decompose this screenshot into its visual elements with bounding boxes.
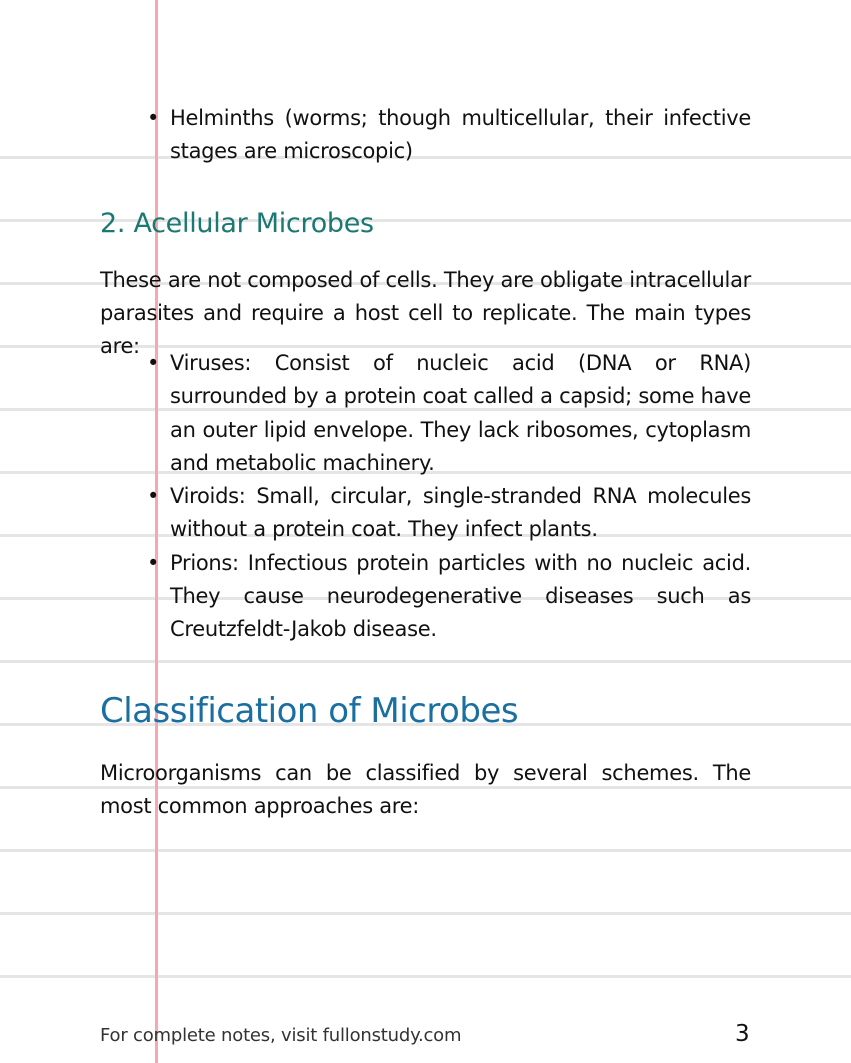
page-number: 3 — [735, 1021, 750, 1047]
rule-line — [0, 849, 851, 852]
section-heading-classification: Classification of Microbes — [100, 691, 519, 731]
continued-bullet-list — [100, 102, 751, 169]
rule-line — [0, 660, 851, 663]
list-item — [100, 102, 751, 169]
bullet-icon: • — [147, 351, 160, 375]
list-item-text: Helminths (worms; though multicellular, their infective stages are microscopic) — [170, 106, 751, 164]
list-item — [100, 547, 751, 647]
bullet-icon: • — [147, 484, 160, 509]
footer-link-text: For complete notes, visit fullonstudy.com — [100, 1025, 462, 1046]
rule-line — [0, 975, 851, 978]
list-item — [100, 480, 751, 547]
bullet-icon: • — [147, 550, 160, 575]
acellular-types-list — [100, 347, 751, 647]
paragraph-acellular-intro: These are not composed of cells. They are obligate intracellular parasites and require a host cell to replicate. The main types are: — [100, 268, 751, 358]
rule-line — [0, 912, 851, 915]
paragraph-classification-intro: Microorganisms can be classified by several schemes. The most common approaches are: — [100, 761, 751, 818]
bullet-icon: • — [147, 106, 160, 130]
list-item-text: Viruses: Consist of nucleic acid (DNA or RNA) surrounded by a protein coat called a capsid; some have an outer lipid envelope. They lack ribosomes, cytoplasm and metabolic machinery. — [170, 351, 751, 475]
list-item — [100, 347, 751, 480]
section-heading-acellular: 2. Acellular Microbes — [100, 208, 374, 239]
list-item-text: Viroids: Small, circular, single-stranded RNA molecules without a protein coat. They infect plants. — [170, 484, 751, 542]
list-item-text: Prions: Infectious protein particles with no nucleic acid. They cause neurodegenerative diseases such as Creutzfeldt-Jakob disease. — [170, 550, 751, 642]
